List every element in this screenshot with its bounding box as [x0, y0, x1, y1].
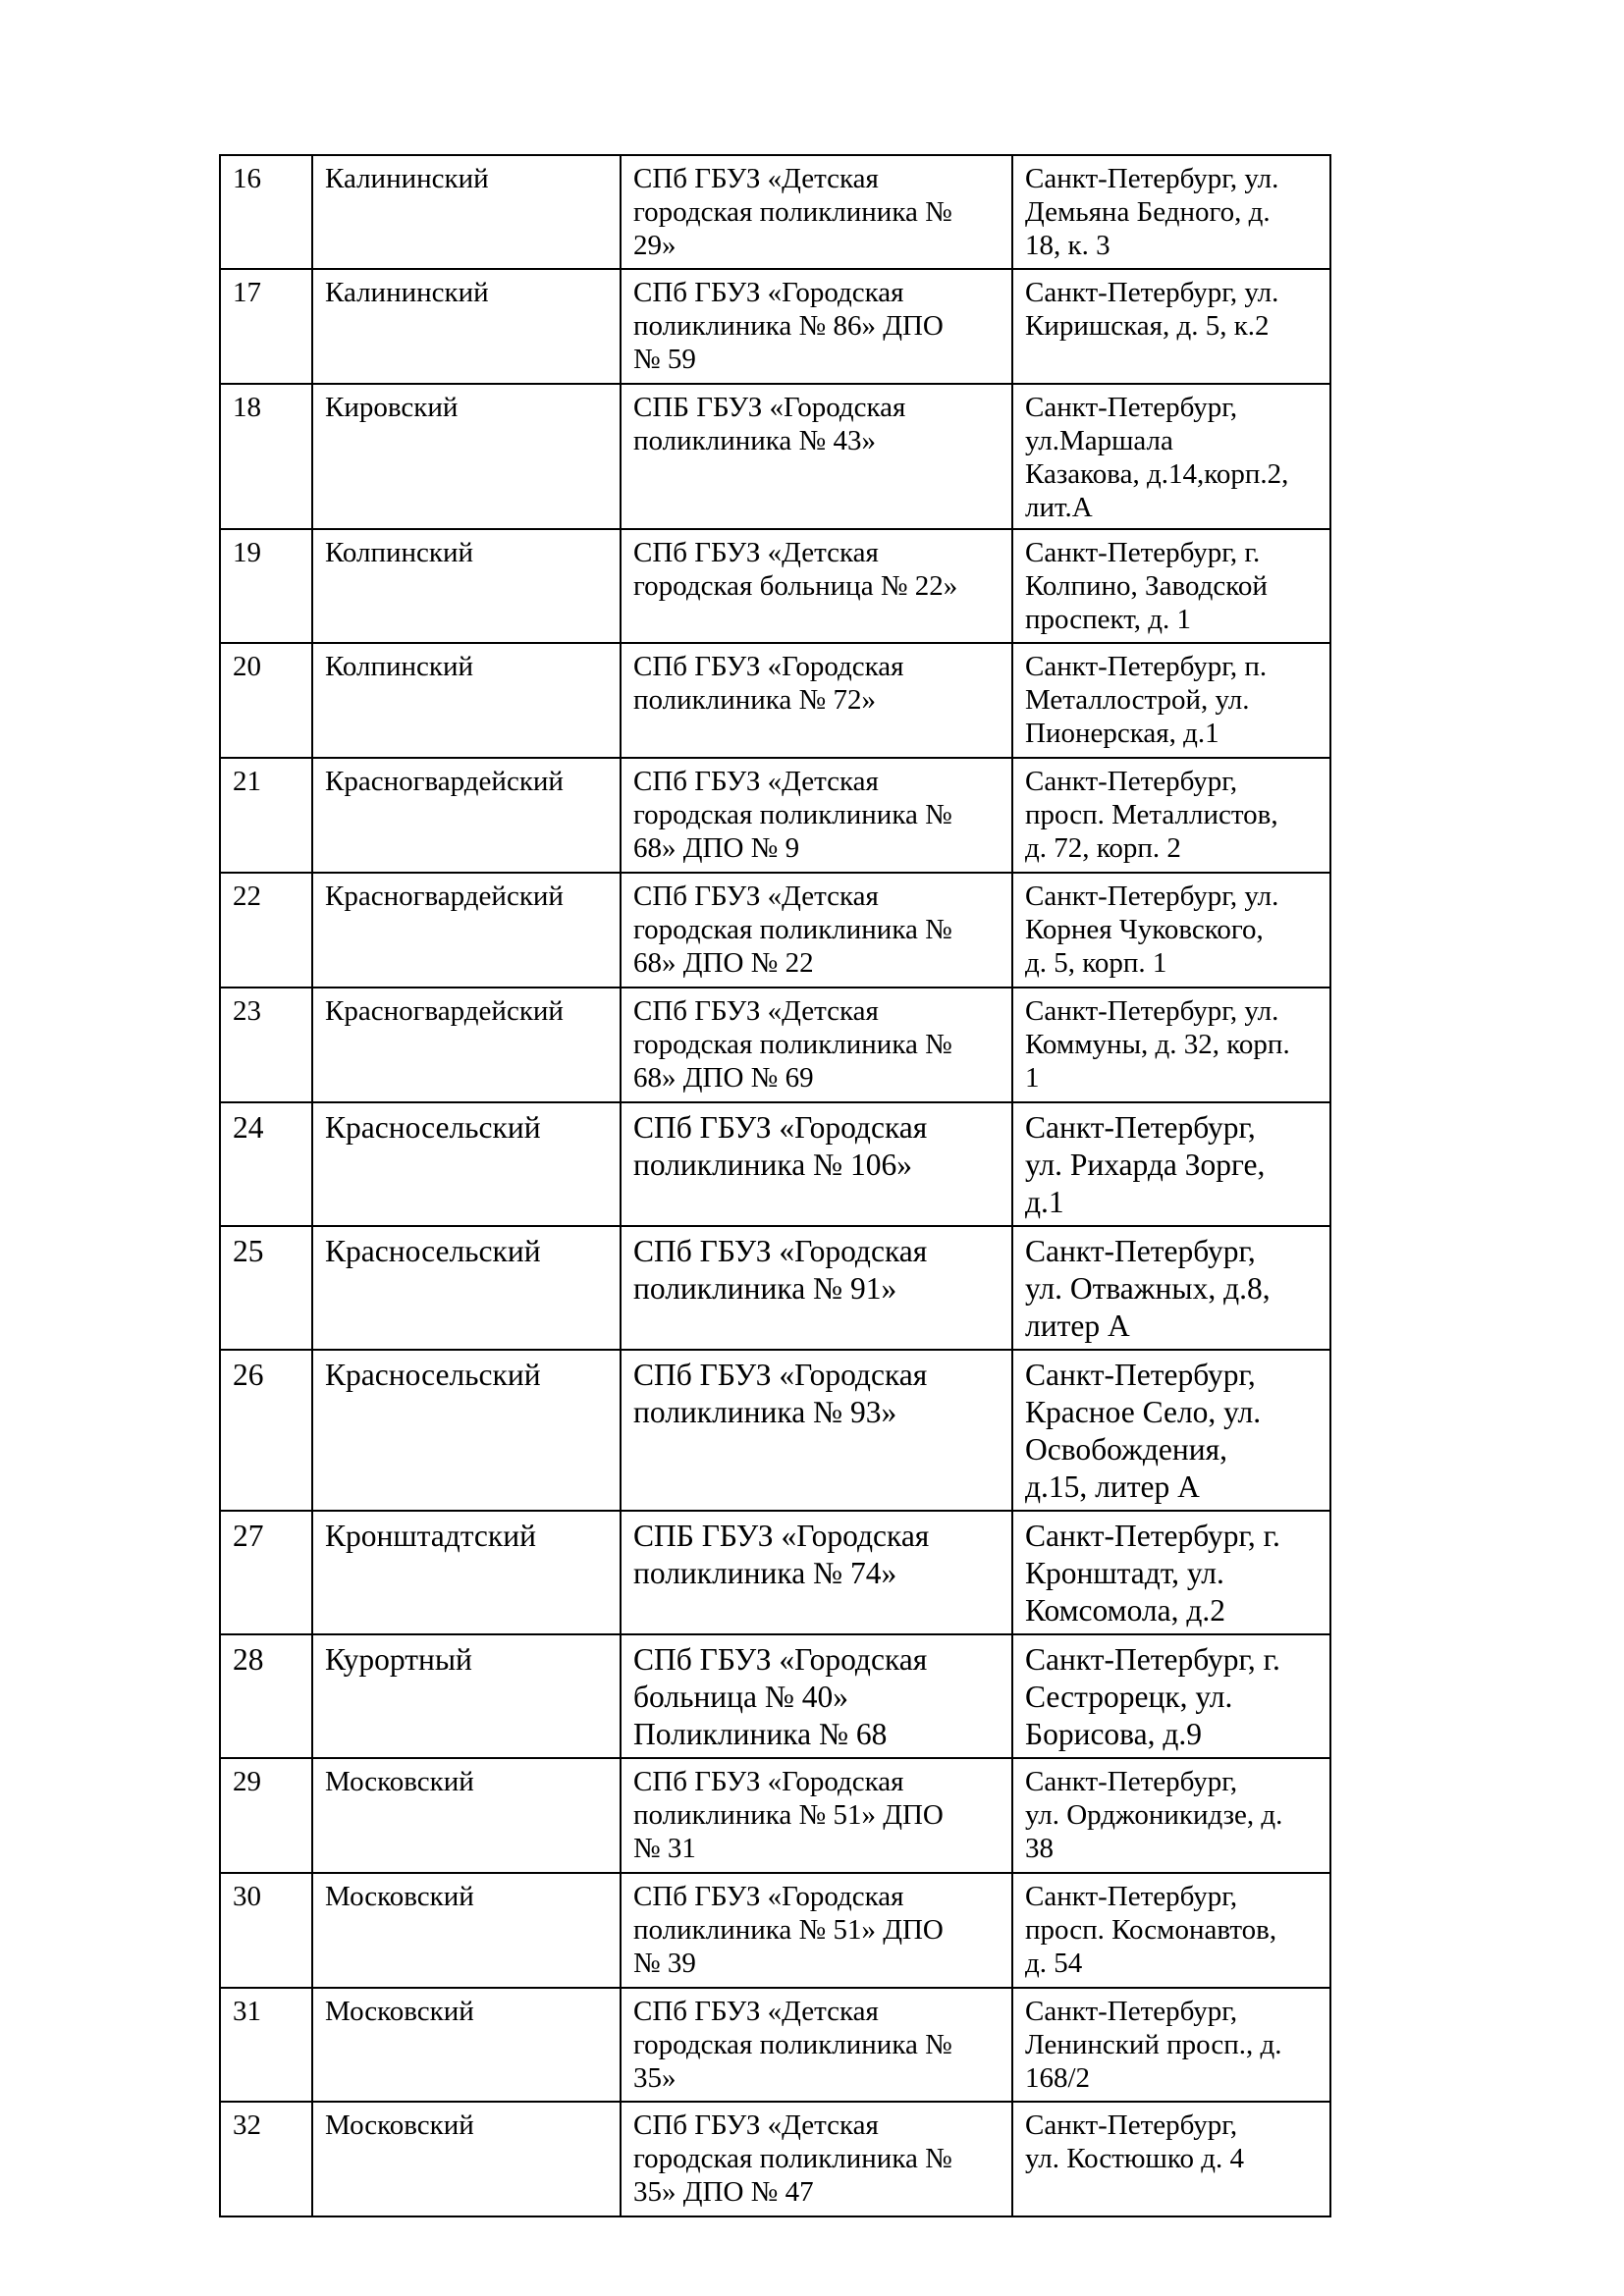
- district-text: Курортный: [325, 1642, 472, 1677]
- row-number: [220, 758, 312, 873]
- row-number-text: 26: [233, 1358, 264, 1392]
- clinic-cell: [621, 529, 1012, 643]
- table-row: [220, 1634, 1330, 1758]
- clinic-text: СПб ГБУЗ «Детская городская поликлиника № 68» ДПО № 69: [633, 995, 952, 1094]
- table-row: [220, 2102, 1330, 2216]
- address-text: Санкт-Петербург, просп. Металлистов, д. 72, корп. 2: [1025, 766, 1278, 864]
- clinic-cell: [621, 1102, 1012, 1226]
- district-text: Красносельский: [325, 1234, 541, 1268]
- table-row: [220, 988, 1330, 1102]
- table-row: [220, 643, 1330, 758]
- address-cell: [1012, 643, 1330, 758]
- district-cell: [312, 529, 621, 643]
- clinic-cell: [621, 384, 1012, 529]
- address-cell: [1012, 873, 1330, 988]
- address-cell: [1012, 2102, 1330, 2216]
- address-text: Санкт-Петербург, ул. Орджоникидзе, д. 38: [1025, 1766, 1283, 1864]
- district-text: Красногвардейский: [325, 881, 564, 912]
- district-cell: [312, 1350, 621, 1511]
- district-cell: [312, 384, 621, 529]
- district-cell: [312, 155, 621, 269]
- table-row: [220, 529, 1330, 643]
- row-number-text: 25: [233, 1234, 264, 1268]
- district-text: Московский: [325, 1766, 474, 1797]
- row-number: [220, 643, 312, 758]
- district-cell: [312, 1102, 621, 1226]
- district-text: Калининский: [325, 163, 489, 194]
- clinic-cell: [621, 269, 1012, 384]
- row-number-text: 30: [233, 1881, 261, 1912]
- row-number: [220, 1226, 312, 1350]
- row-number-text: 21: [233, 766, 261, 797]
- clinic-cell: [621, 2102, 1012, 2216]
- clinic-text: СПб ГБУЗ «Городская поликлиника № 93»: [633, 1358, 928, 1429]
- clinic-text: СПб ГБУЗ «Детская городская поликлиника № 68» ДПО № 22: [633, 881, 952, 979]
- clinic-text: СПБ ГБУЗ «Городская поликлиника № 74»: [633, 1519, 930, 1590]
- district-text: Калининский: [325, 277, 489, 308]
- clinic-text: СПб ГБУЗ «Городская поликлиника № 91»: [633, 1234, 928, 1306]
- clinic-cell: [621, 155, 1012, 269]
- row-number-text: 18: [233, 392, 261, 423]
- address-text: Санкт-Петербург, просп. Космонавтов, д. 54: [1025, 1881, 1277, 1979]
- clinic-text: СПб ГБУЗ «Городская поликлиника № 72»: [633, 651, 904, 716]
- address-text: Санкт-Петербург, ул. Демьяна Бедного, д. 18, к. 3: [1025, 163, 1279, 261]
- row-number-text: 22: [233, 881, 261, 912]
- clinic-cell: [621, 873, 1012, 988]
- row-number-text: 19: [233, 537, 261, 568]
- row-number: [220, 1634, 312, 1758]
- address-cell: [1012, 1350, 1330, 1511]
- district-cell: [312, 988, 621, 1102]
- row-number-text: 17: [233, 277, 261, 308]
- district-text: Московский: [325, 1996, 474, 2027]
- district-cell: [312, 1988, 621, 2102]
- clinic-text: СПб ГБУЗ «Городская поликлиника № 86» ДПО № 59: [633, 277, 944, 375]
- clinic-cell: [621, 988, 1012, 1102]
- row-number: [220, 155, 312, 269]
- row-number: [220, 529, 312, 643]
- district-cell: [312, 1873, 621, 1988]
- address-text: Санкт-Петербург, ул. Киришская, д. 5, к.2: [1025, 277, 1279, 342]
- clinic-table-body: [220, 155, 1330, 2216]
- district-cell: [312, 2102, 621, 2216]
- district-text: Московский: [325, 1881, 474, 1912]
- row-number: [220, 1758, 312, 1873]
- address-text: Санкт-Петербург, г. Колпино, Заводской проспект, д. 1: [1025, 537, 1268, 635]
- row-number-text: 31: [233, 1996, 261, 2027]
- address-text: Санкт-Петербург, г. Кронштадт, ул. Комсомола, д.2: [1025, 1519, 1280, 1628]
- district-text: Колпинский: [325, 537, 474, 568]
- table-row: [220, 269, 1330, 384]
- address-text: Санкт-Петербург, ул. Костюшко д. 4: [1025, 2109, 1244, 2174]
- clinic-cell: [621, 1226, 1012, 1350]
- clinic-text: СПб ГБУЗ «Детская городская поликлиника № 29»: [633, 163, 952, 261]
- row-number-text: 27: [233, 1519, 264, 1553]
- row-number: [220, 269, 312, 384]
- row-number: [220, 1102, 312, 1226]
- row-number-text: 24: [233, 1110, 264, 1145]
- district-cell: [312, 1634, 621, 1758]
- row-number: [220, 1350, 312, 1511]
- row-number-text: 20: [233, 651, 261, 682]
- row-number: [220, 2102, 312, 2216]
- address-text: Санкт-Петербург, Красное Село, ул. Освобождения, д.15, литер А: [1025, 1358, 1262, 1504]
- clinic-text: СПБ ГБУЗ «Городская поликлиника № 43»: [633, 392, 906, 456]
- table-row: [220, 1350, 1330, 1511]
- table-row: [220, 873, 1330, 988]
- clinic-cell: [621, 1350, 1012, 1511]
- address-cell: [1012, 1873, 1330, 1988]
- address-text: Санкт-Петербург, ул.Маршала Казакова, д.14,корп.2, лит.А: [1025, 392, 1289, 523]
- table-row: [220, 1988, 1330, 2102]
- clinic-cell: [621, 758, 1012, 873]
- address-cell: [1012, 1511, 1330, 1634]
- table-row: [220, 1758, 1330, 1873]
- district-text: Московский: [325, 2109, 474, 2141]
- row-number: [220, 384, 312, 529]
- district-text: Красносельский: [325, 1358, 541, 1392]
- clinic-text: СПб ГБУЗ «Детская городская поликлиника № 68» ДПО № 9: [633, 766, 952, 864]
- district-text: Красногвардейский: [325, 995, 564, 1027]
- row-number: [220, 873, 312, 988]
- clinic-text: СПб ГБУЗ «Детская городская поликлиника № 35» ДПО № 47: [633, 2109, 952, 2208]
- address-text: Санкт-Петербург, ул. Отважных, д.8, литер А: [1025, 1234, 1271, 1343]
- clinic-cell: [621, 643, 1012, 758]
- district-cell: [312, 269, 621, 384]
- district-text: Кронштадтский: [325, 1519, 536, 1553]
- table-row: [220, 384, 1330, 529]
- row-number: [220, 1988, 312, 2102]
- address-cell: [1012, 1758, 1330, 1873]
- address-text: Санкт-Петербург, ул. Рихарда Зорге, д.1: [1025, 1110, 1266, 1219]
- address-text: Санкт-Петербург, ул. Коммуны, д. 32, корп. 1: [1025, 995, 1290, 1094]
- table-row: [220, 1102, 1330, 1226]
- clinic-text: СПб ГБУЗ «Городская поликлиника № 106»: [633, 1110, 928, 1182]
- clinic-cell: [621, 1988, 1012, 2102]
- address-cell: [1012, 758, 1330, 873]
- district-cell: [312, 758, 621, 873]
- table-row: [220, 1226, 1330, 1350]
- row-number: [220, 988, 312, 1102]
- address-cell: [1012, 988, 1330, 1102]
- row-number-text: 32: [233, 2109, 261, 2141]
- row-number-text: 23: [233, 995, 261, 1027]
- clinic-text: СПб ГБУЗ «Городская больница № 40» Поликлиника № 68: [633, 1642, 928, 1751]
- clinic-cell: [621, 1758, 1012, 1873]
- table-row: [220, 1873, 1330, 1988]
- address-cell: [1012, 529, 1330, 643]
- clinic-text: СПб ГБУЗ «Детская городская больница № 22»: [633, 537, 958, 602]
- address-cell: [1012, 1988, 1330, 2102]
- clinic-cell: [621, 1511, 1012, 1634]
- address-text: Санкт-Петербург, Ленинский просп., д. 168/2: [1025, 1996, 1282, 2094]
- address-text: Санкт-Петербург, ул. Корнея Чуковского, д. 5, корп. 1: [1025, 881, 1279, 979]
- address-cell: [1012, 155, 1330, 269]
- row-number: [220, 1873, 312, 1988]
- table-row: [220, 155, 1330, 269]
- district-cell: [312, 1511, 621, 1634]
- district-text: Красносельский: [325, 1110, 541, 1145]
- address-cell: [1012, 1102, 1330, 1226]
- district-cell: [312, 1758, 621, 1873]
- clinic-text: СПб ГБУЗ «Детская городская поликлиника № 35»: [633, 1996, 952, 2094]
- clinic-text: СПб ГБУЗ «Городская поликлиника № 51» ДПО № 39: [633, 1881, 944, 1979]
- clinic-cell: [621, 1873, 1012, 1988]
- district-text: Красногвардейский: [325, 766, 564, 797]
- district-cell: [312, 873, 621, 988]
- district-text: Колпинский: [325, 651, 474, 682]
- row-number-text: 16: [233, 163, 261, 194]
- row-number-text: 28: [233, 1642, 264, 1677]
- address-cell: [1012, 1226, 1330, 1350]
- district-cell: [312, 643, 621, 758]
- address-cell: [1012, 384, 1330, 529]
- row-number-text: 29: [233, 1766, 261, 1797]
- district-cell: [312, 1226, 621, 1350]
- address-text: Санкт-Петербург, п. Металлострой, ул. Пионерская, д.1: [1025, 651, 1268, 749]
- clinic-table: [219, 154, 1331, 2217]
- district-text: Кировский: [325, 392, 459, 423]
- clinic-cell: [621, 1634, 1012, 1758]
- address-cell: [1012, 1634, 1330, 1758]
- table-row: [220, 1511, 1330, 1634]
- address-cell: [1012, 269, 1330, 384]
- address-text: Санкт-Петербург, г. Сестрорецк, ул. Борисова, д.9: [1025, 1642, 1280, 1751]
- table-row: [220, 758, 1330, 873]
- clinic-text: СПб ГБУЗ «Городская поликлиника № 51» ДПО № 31: [633, 1766, 944, 1864]
- row-number: [220, 1511, 312, 1634]
